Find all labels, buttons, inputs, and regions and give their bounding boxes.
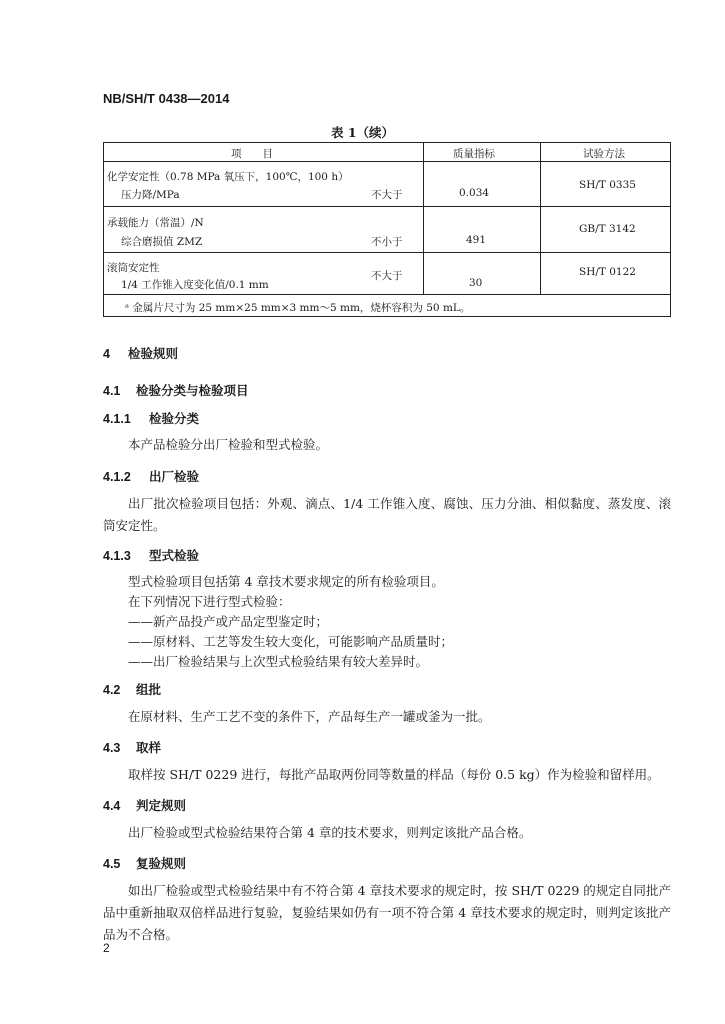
row2-item-line2: 综合磨损值 ZMZ [121,236,203,248]
spec-table [103,142,671,317]
section-4-1-2-text: 出厂批次检验项目包括：外观、滴点、1/4 工作锥入度、腐蚀、压力分油、相似黏度、蒸发度、滚筒安定性。 [103,496,671,533]
section-4-5-text: 如出厂检验或型式检验结果中有不符合第 4 章技术要求的规定时，按 SH/T 0229 的规定自同批产品中重新抽取双倍样品进行复验，复验结果如仍有一项不符合第 4 章技术要求的规定时，则判定该批产品为不合格。 [103,883,671,942]
row3-item-line2: 1/4 工作锥入度变化值/0.1 mm [121,279,269,291]
section-4-5-heading: 4.5 复验规则 [103,856,187,871]
row1-item-line2: 压力降/MPa [121,189,180,201]
section-4-1-3-line4: ——原材料、工艺等发生较大变化，可能影响产品质量时； [128,634,454,649]
row3-value: 30 [469,277,483,289]
section-4-3-text: 取样按 SH/T 0229 进行，每批产品取两份同等数量的样品（每份 0.5 kg）作为检验和留样用。 [128,767,660,782]
section-4-4-heading: 4.4 判定规则 [103,798,187,813]
table-footnote: ᵃ 金属片尺寸为 25 mm×25 mm×3 mm～5 mm，烧杯容积为 50 mL。 [125,302,471,314]
row1-limit: 不大于 [371,189,403,201]
row1-item-line1: 化学安定性（0.78 MPa 氧压下，100℃，100 h） [107,171,349,183]
section-4-4-text: 出厂检验或型式检验结果符合第 4 章的技术要求，则判定该批产品合格。 [128,825,532,840]
row2-limit: 不小于 [371,236,403,248]
section-4-1-3-line3: ——新产品投产或产品定型鉴定时； [128,614,329,629]
row2-item-line1: 承载能力（常温）/N [107,217,204,229]
row2-value: 491 [466,234,487,246]
section-4-2-text: 在原材料、生产工艺不变的条件下，产品每生产一罐或釜为一批。 [128,709,491,724]
section-4-1-3-line2: 在下列情况下进行型式检验： [128,594,291,609]
section-4-1-1-heading: 4.1.1 检验分类 [103,411,200,426]
col-header-item: 项 目 [231,148,273,160]
section-4-1-3-line1: 型式检验项目包括第 4 章技术要求规定的所有检验项目。 [128,574,444,589]
row1-value: 0.034 [459,187,490,199]
section-4-1-2-heading: 4.1.2 出厂检验 [103,469,200,484]
col-header-spec: 质量指标 [453,148,495,160]
section-4-1-3-heading: 4.1.3 型式检验 [103,548,200,563]
table-caption: 表 1（续） [330,125,395,140]
section-4-2-heading: 4.2 组批 [103,682,162,697]
section-4-heading: 4 检验规则 [103,346,179,361]
row3-method: SH/T 0122 [579,266,636,278]
row1-method: SH/T 0335 [579,179,636,191]
section-4-3-heading: 4.3 取样 [103,740,162,755]
page-number: 2 [103,941,110,955]
section-4-1-1-text: 本产品检验分出厂检验和型式检验。 [128,437,329,452]
section-4-1-3-line5: ——出厂检验结果与上次型式检验结果有较大差异时。 [128,654,429,669]
standard-id: NB/SH/T 0438—2014 [103,91,230,106]
row3-limit: 不大于 [371,270,403,282]
section-4-1-heading: 4.1 检验分类与检验项目 [103,383,249,398]
row2-method: GB/T 3142 [579,223,636,235]
col-header-method: 试验方法 [583,148,625,160]
row3-item-line1: 滚筒安定性 [107,262,160,274]
